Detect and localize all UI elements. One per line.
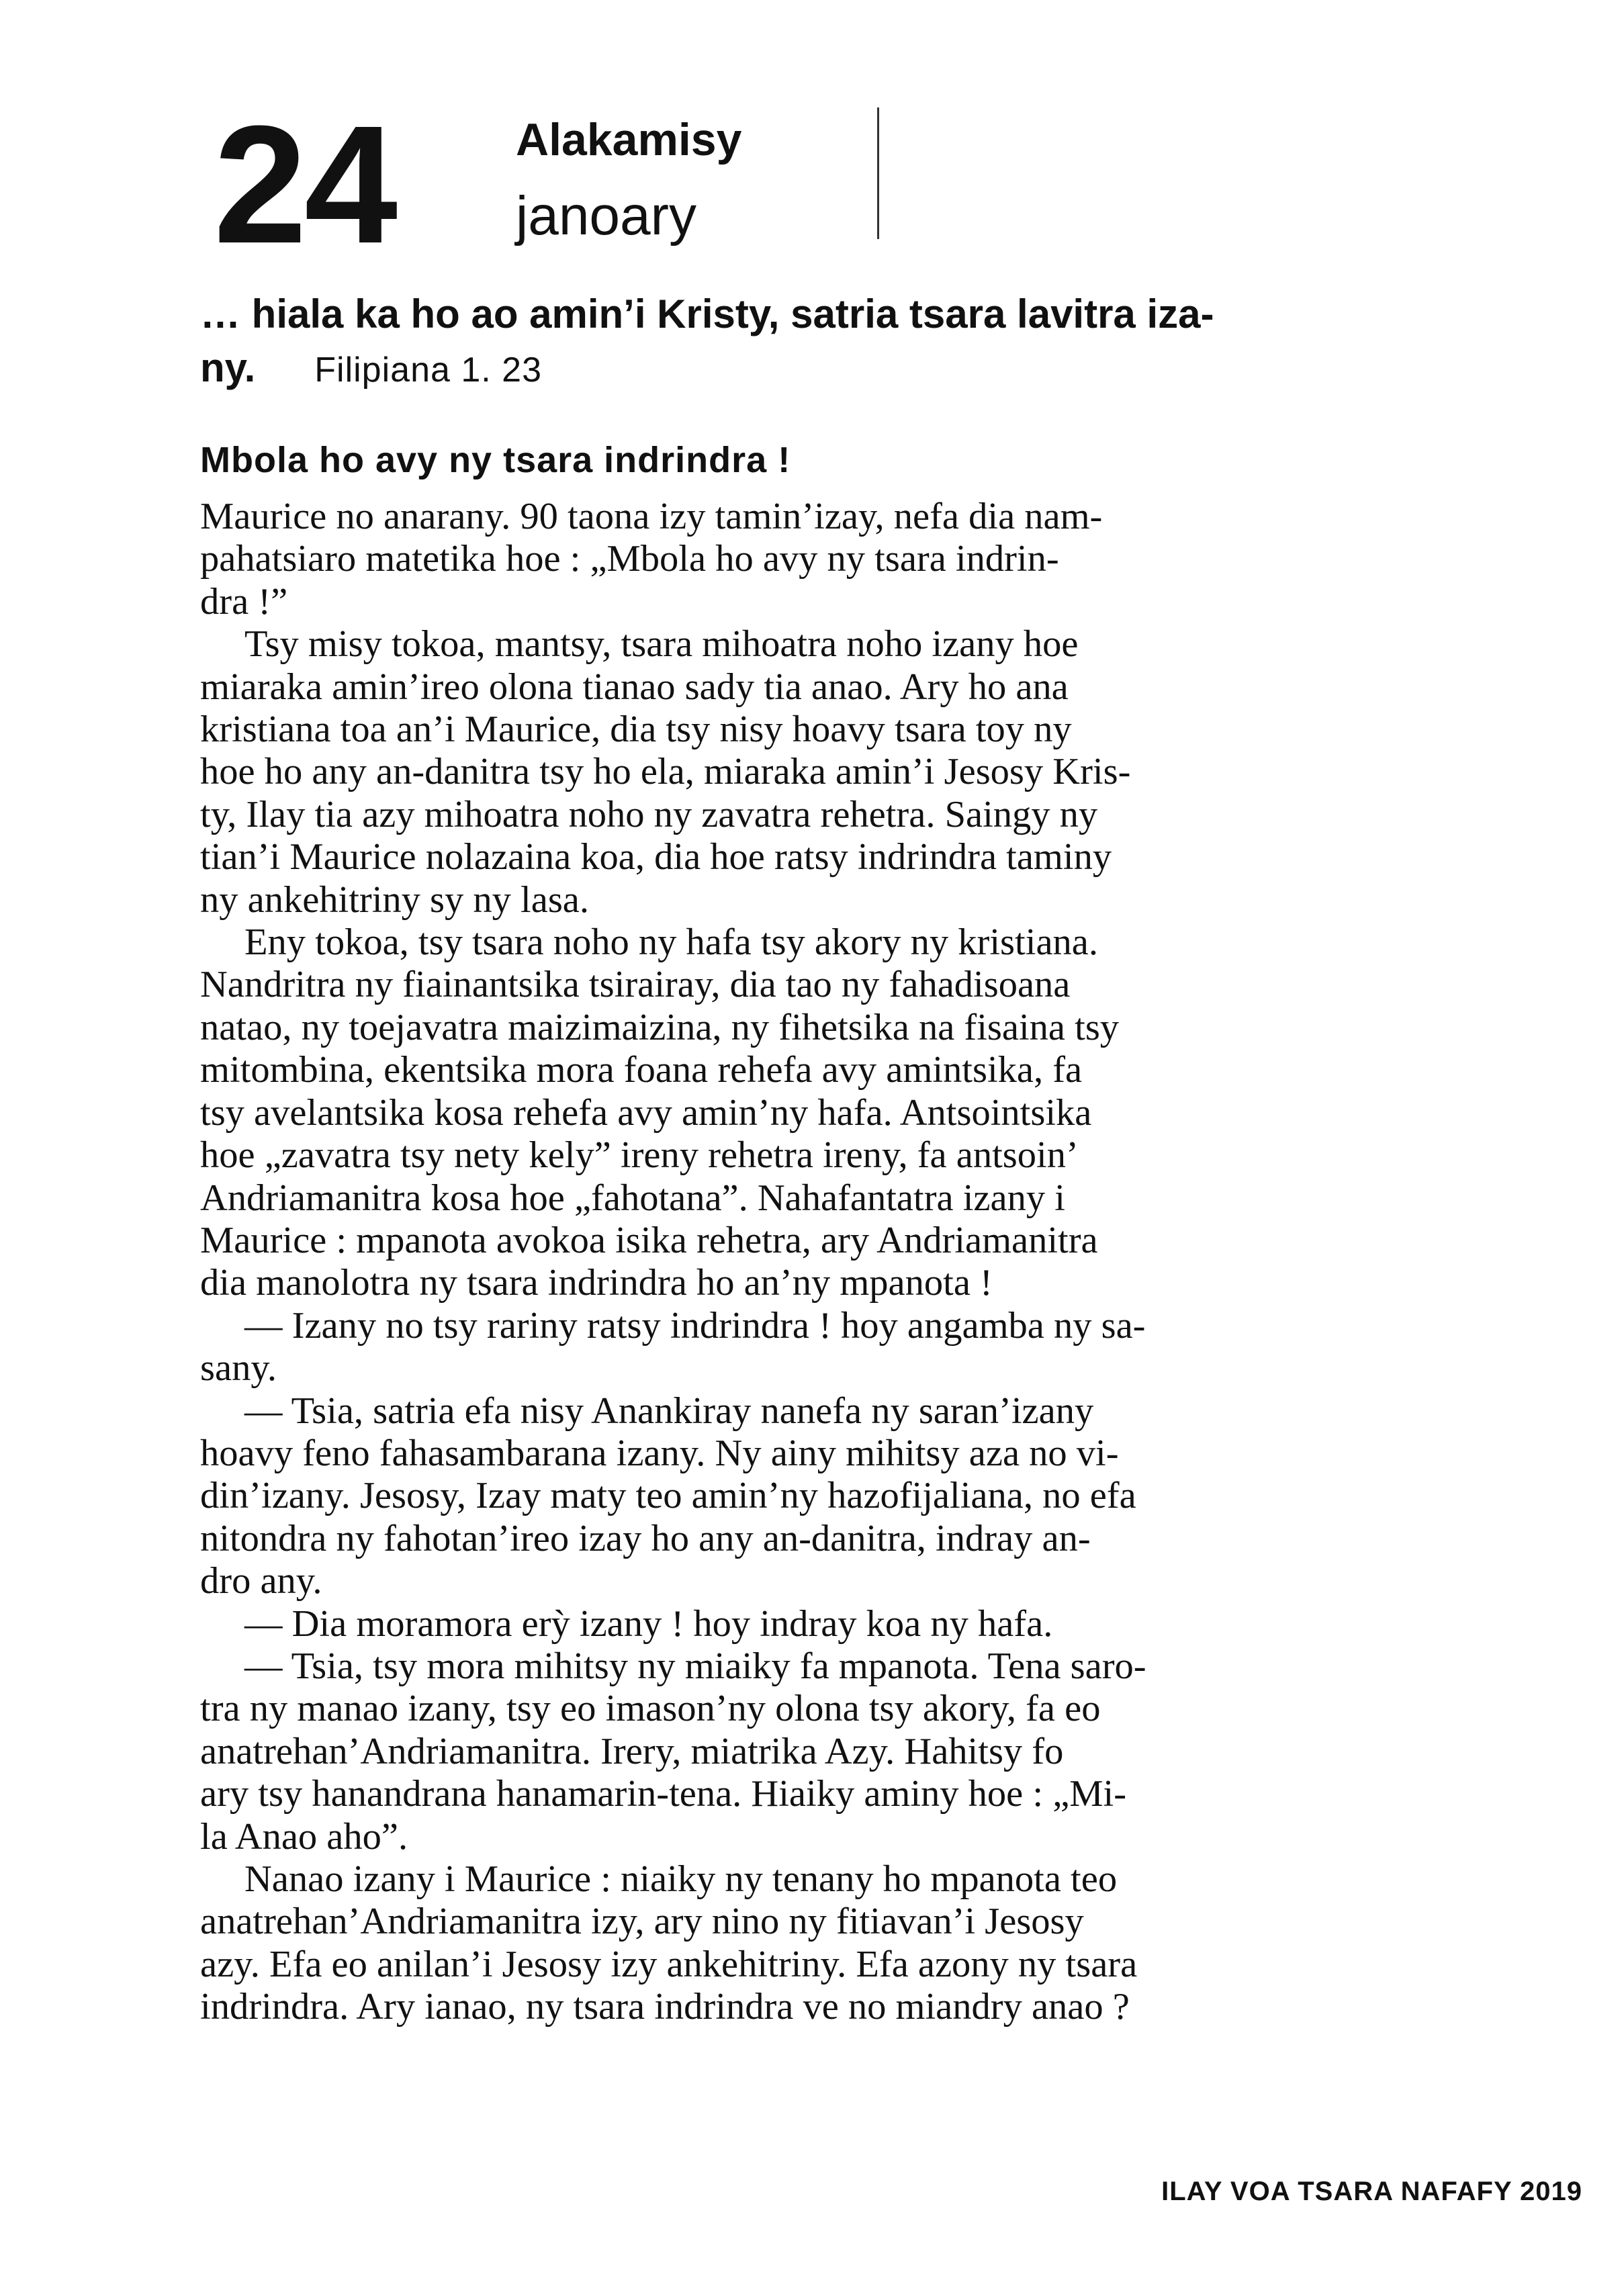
body-line: anatrehan’Andriamanitra. Irery, miatrika Azy. Hahitsy fo bbox=[200, 1730, 1064, 1772]
body-line: anatrehan’Andriamanitra izy, ary nino ny fitiavan’i Jesosy bbox=[200, 1901, 1084, 1943]
body-line: Tsy misy tokoa, mantsy, tsara mihoatra noho izany hoe bbox=[244, 623, 1079, 666]
body-line: tsy avelantsika kosa rehefa avy amin’ny hafa. Antsointsika bbox=[200, 1091, 1092, 1134]
verse-block bbox=[200, 287, 1476, 397]
body-line: mitombina, ekentsika mora foana rehefa avy amintsika, fa bbox=[200, 1049, 1083, 1091]
body-line: Maurice no anarany. 90 taona izy tamin’izay, nefa dia nam- bbox=[200, 496, 1103, 537]
body-line: — Izany no tsy rariny ratsy indrindra ! hoy angamba ny sa- bbox=[244, 1304, 1146, 1347]
body-line: hoe „zavatra tsy nety kely” ireny rehetra ireny, fa antsoin’ bbox=[200, 1134, 1079, 1177]
devotional-title: Mbola ho avy ny tsara indrindra ! bbox=[200, 440, 791, 480]
body-line: ty, Ilay tia azy mihoatra noho ny zavatra rehetra. Saingy ny bbox=[200, 793, 1098, 835]
body-line: dia manolotra ny tsara indrindra ho an’ny mpanota ! bbox=[200, 1262, 993, 1304]
verse-line-2-text: ny. bbox=[200, 345, 256, 390]
body-line: Nanao izany i Maurice : niaiky ny tenany ho mpanota teo bbox=[244, 1858, 1118, 1900]
body-line: hoavy feno fahasambarana izany. Ny ainy mihitsy aza no vi- bbox=[200, 1432, 1119, 1474]
body-line: Andriamanitra kosa hoe „fahotana”. Nahafantatra izany i bbox=[200, 1177, 1065, 1219]
month-label: janoary bbox=[516, 185, 696, 246]
verse-line-2 bbox=[200, 341, 1476, 397]
body-line: sany. bbox=[200, 1347, 277, 1390]
footer-publication-title: ILAY VOA TSARA NAFAFY 2019 bbox=[1161, 2177, 1582, 2206]
body-line: ny ankehitriny sy ny lasa. bbox=[200, 878, 590, 921]
header-divider bbox=[877, 107, 879, 239]
body-line: tian’i Maurice nolazaina koa, dia hoe ratsy indrindra taminy bbox=[200, 836, 1112, 878]
weekday-label: Alakamisy bbox=[516, 114, 742, 165]
body-line: Eny tokoa, tsy tsara noho ny hafa tsy akory ny kristiana. bbox=[244, 921, 1098, 964]
day-number: 24 bbox=[214, 91, 396, 278]
body-line: kristiana toa an’i Maurice, dia tsy nisy hoavy tsara toy ny bbox=[200, 709, 1072, 751]
body-line: hoe ho any an-danitra tsy ho ela, miaraka amin’i Jesosy Kris- bbox=[200, 751, 1131, 793]
body-line: — Tsia, satria efa nisy Anankiray nanefa ny saran’izany bbox=[244, 1390, 1094, 1432]
body-line: indrindra. Ary ianao, ny tsara indrindra ve no miandry anao ? bbox=[200, 1986, 1130, 2028]
verse-line-1: … hiala ka ho ao amin’i Kristy, satria tsara lavitra iza- bbox=[200, 291, 1214, 336]
body-text bbox=[200, 496, 1463, 2029]
body-line: dra !” bbox=[200, 580, 288, 623]
body-line: tra ny manao izany, tsy eo imason’ny olona tsy akory, fa eo bbox=[200, 1688, 1101, 1730]
body-line: dro any. bbox=[200, 1560, 322, 1602]
verse-reference: Filipiana 1. 23 bbox=[314, 351, 543, 390]
body-line: pahatsiaro matetika hoe : „Mbola ho avy ny tsara indrin- bbox=[200, 538, 1059, 580]
body-line: natao, ny toejavatra maizimaizina, ny fihetsika na fisaina tsy bbox=[200, 1006, 1120, 1048]
body-line: ary tsy hanandrana hanamarin-tena. Hiaiky aminy hoe : „Mi- bbox=[200, 1773, 1127, 1815]
body-line: nitondra ny fahotan’ireo izay ho any an-danitra, indray an- bbox=[200, 1517, 1091, 1559]
body-line: azy. Efa eo anilan’i Jesosy izy ankehitriny. Efa azony ny tsara bbox=[200, 1943, 1138, 1985]
body-line: Nandritra ny fiainantsika tsirairay, dia tao ny fahadisoana bbox=[200, 964, 1071, 1006]
body-line: miaraka amin’ireo olona tianao sady tia anao. Ary ho ana bbox=[200, 666, 1069, 708]
body-line: — Tsia, tsy mora mihitsy ny miaiky fa mpanota. Tena saro- bbox=[244, 1645, 1146, 1687]
body-line: la Anao aho”. bbox=[200, 1815, 408, 1858]
body-line: din’izany. Jesosy, Izay maty teo amin’ny hazofijaliana, no efa bbox=[200, 1475, 1136, 1517]
body-line: — Dia moramora erỳ izany ! hoy indray koa ny hafa. bbox=[244, 1602, 1053, 1645]
body-line: Maurice : mpanota avokoa isika rehetra, ary Andriamanitra bbox=[200, 1219, 1098, 1261]
